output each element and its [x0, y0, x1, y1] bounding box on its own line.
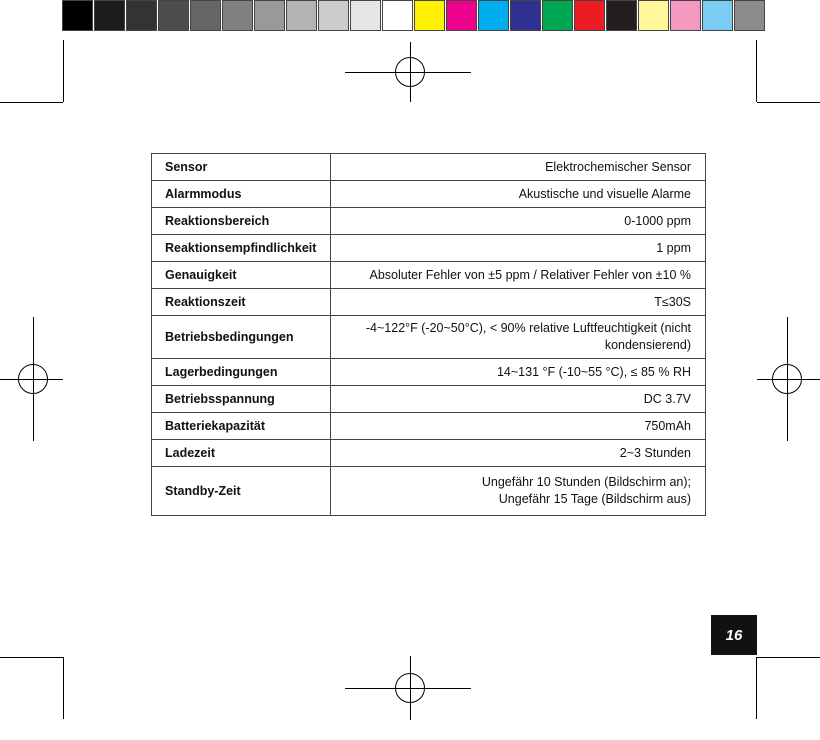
color-swatch [190, 0, 221, 31]
page-number-badge: 16 [711, 615, 757, 655]
spec-label: Batteriekapazität [152, 413, 331, 440]
color-swatch [734, 0, 765, 31]
color-swatch [670, 0, 701, 31]
color-swatch [638, 0, 669, 31]
color-swatch [702, 0, 733, 31]
color-swatch [222, 0, 253, 31]
color-swatch [510, 0, 541, 31]
grayscale-color-bar [62, 0, 414, 33]
table-row [152, 386, 706, 413]
color-swatch [606, 0, 637, 31]
spec-value: 14~131 °F (-10~55 °C), ≤ 85 % RH [331, 359, 706, 386]
spec-label: Alarmmodus [152, 181, 331, 208]
crop-mark [63, 40, 64, 102]
table-row [152, 359, 706, 386]
color-swatch [350, 0, 381, 31]
color-swatch [414, 0, 445, 31]
spec-value: DC 3.7V [331, 386, 706, 413]
table-row [152, 289, 706, 316]
spec-value: 0-1000 ppm [331, 208, 706, 235]
color-swatch [446, 0, 477, 31]
crop-mark [757, 102, 820, 103]
color-swatch [478, 0, 509, 31]
color-swatch [574, 0, 605, 31]
crop-mark [0, 657, 63, 658]
spec-label: Ladezeit [152, 440, 331, 467]
crop-mark [0, 102, 63, 103]
spec-label: Betriebsbedingungen [152, 316, 331, 359]
spec-label: Standby-Zeit [152, 467, 331, 516]
spec-value: 2~3 Stunden [331, 440, 706, 467]
table-row [152, 316, 706, 359]
table-row [152, 467, 706, 516]
color-swatch [382, 0, 413, 31]
color-swatch [318, 0, 349, 31]
spec-label: Lagerbedingungen [152, 359, 331, 386]
crop-mark [756, 657, 757, 719]
spec-value: Absoluter Fehler von ±5 ppm / Relativer Fehler von ±10 % [331, 262, 706, 289]
table-row [152, 181, 706, 208]
process-color-bar [414, 0, 766, 33]
table-row [152, 413, 706, 440]
color-swatch [254, 0, 285, 31]
spec-value: 750mAh [331, 413, 706, 440]
spec-value: Ungefähr 10 Stunden (Bildschirm an); Ungefähr 15 Tage (Bildschirm aus) [331, 467, 706, 516]
color-swatch [542, 0, 573, 31]
table-row [152, 154, 706, 181]
spec-value: Akustische und visuelle Alarme [331, 181, 706, 208]
crop-mark [63, 657, 64, 719]
spec-value: 1 ppm [331, 235, 706, 262]
specifications-table [151, 153, 706, 516]
color-swatch [286, 0, 317, 31]
spec-value: Elektrochemischer Sensor [331, 154, 706, 181]
crop-mark [757, 657, 820, 658]
table-row [152, 208, 706, 235]
table-row [152, 235, 706, 262]
spec-label: Betriebsspannung [152, 386, 331, 413]
spec-label: Reaktionszeit [152, 289, 331, 316]
specifications-table-body [152, 154, 706, 516]
spec-label: Sensor [152, 154, 331, 181]
color-swatch [62, 0, 93, 31]
spec-label: Reaktionsempfindlichkeit [152, 235, 331, 262]
color-swatch [126, 0, 157, 31]
spec-value: -4~122°F (-20~50°C), < 90% relative Luftfeuchtigkeit (nicht kondensierend) [331, 316, 706, 359]
spec-label: Reaktionsbereich [152, 208, 331, 235]
table-row [152, 440, 706, 467]
table-row [152, 262, 706, 289]
color-swatch [94, 0, 125, 31]
color-swatch [158, 0, 189, 31]
crop-mark [756, 40, 757, 102]
spec-label: Genauigkeit [152, 262, 331, 289]
spec-value: T≤30S [331, 289, 706, 316]
